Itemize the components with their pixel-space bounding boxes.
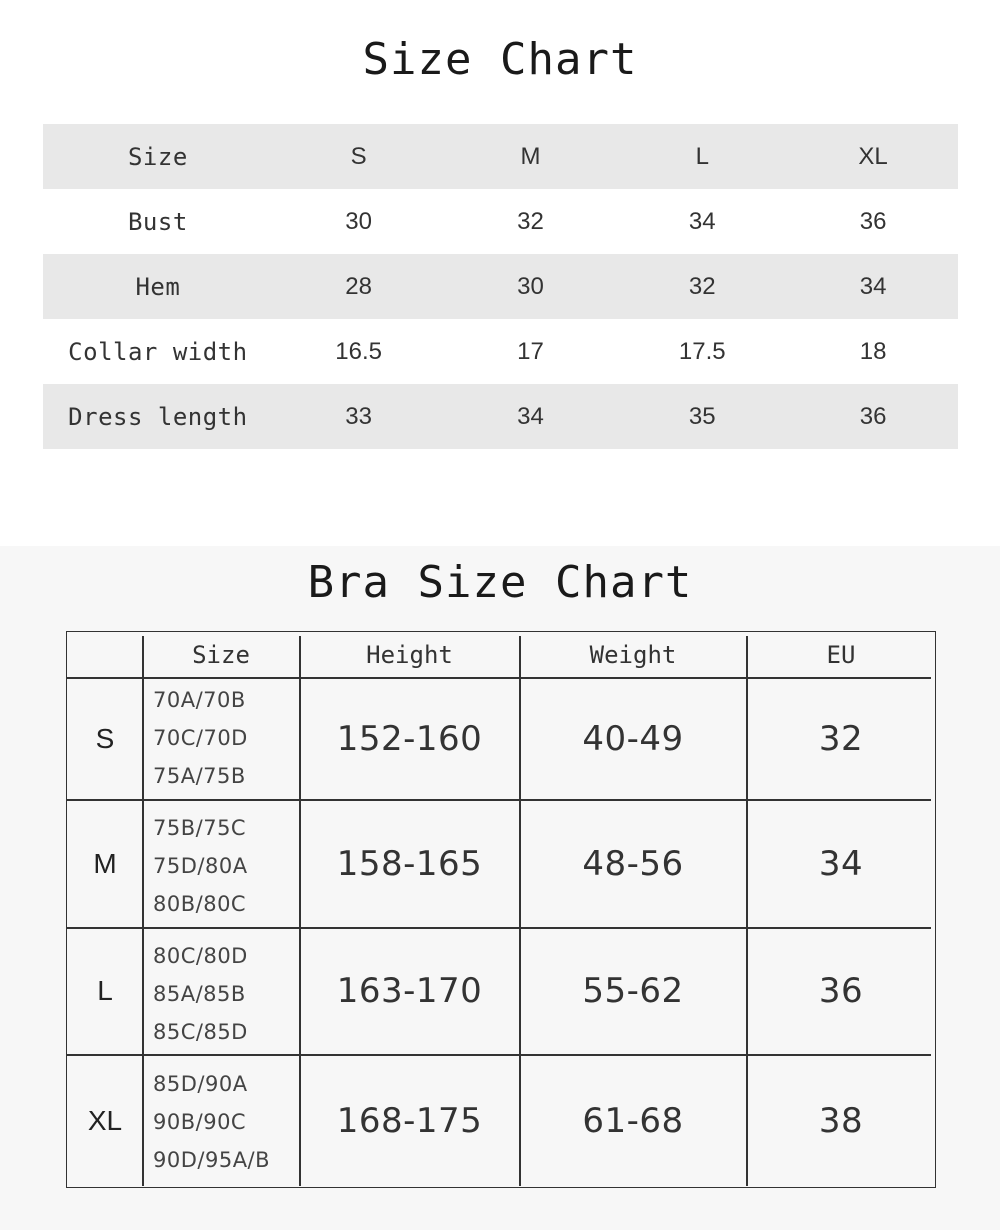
bra-cup-sizes [153,809,303,923]
cup-size: 80C/80D [153,944,248,968]
cup-size: 75B/75C [153,816,247,840]
bra-eu: 36 [818,971,864,1011]
size-chart-header-cell: M [520,142,541,170]
size-chart-row [43,254,958,319]
size-chart-cell: 30 [345,207,372,235]
cup-size: 70C/70D [153,726,248,750]
bra-header-cell: Height [366,641,453,669]
size-chart-cell: 28 [345,272,372,300]
size-chart-row [43,384,958,449]
size-chart-cell: 36 [859,402,887,430]
bra-row-size: XL [87,1104,123,1136]
size-chart-cell: 17.5 [678,337,726,365]
size-chart-row-label: Bust [127,207,188,236]
size-chart-cell: 33 [345,402,372,430]
cup-size: 80B/80C [153,892,247,916]
size-chart-cell: 30 [517,272,544,300]
bra-cup-sizes [153,681,303,795]
bra-height: 152-160 [336,718,483,759]
size-chart-cell: 35 [688,402,716,430]
bra-cup-sizes [153,937,303,1051]
size-chart-cell: 34 [859,272,887,300]
size-chart-row [43,189,958,254]
size-chart-cell: 18 [859,337,887,365]
size-chart-header-row [43,124,958,189]
bra-row-size: L [97,975,113,1006]
bra-size-chart-table [66,631,936,1188]
bra-header-cell: EU [826,641,856,669]
bra-height: 168-175 [336,1100,483,1141]
cup-size: 70A/70B [153,688,246,712]
size-chart-title: Size Chart [362,34,638,85]
bra-row-size: S [95,722,115,754]
cup-size: 85D/90A [153,1072,248,1096]
size-chart-row-label: Dress length [68,402,248,431]
bra-size-chart-title: Bra Size Chart [307,557,693,608]
bra-eu: 32 [818,718,864,759]
bra-weight: 61-68 [582,1100,684,1141]
cup-size: 85C/85D [153,1020,248,1044]
size-chart-header-cell: S [350,142,367,170]
size-chart-row [43,319,958,384]
size-chart-cell: 34 [688,207,716,235]
bra-eu: 34 [818,843,864,884]
bra-weight: 48-56 [582,843,684,884]
bra-row-size: M [93,847,117,879]
bra-header-cell: Size [192,641,250,669]
bra-weight: 40-49 [582,718,684,759]
bra-height: 163-170 [336,971,483,1011]
size-chart-table [43,124,958,449]
bra-weight: 55-62 [582,971,684,1011]
size-chart-cell: 34 [517,402,544,430]
bra-cup-sizes [153,1065,303,1179]
cup-size: 85A/85B [153,982,246,1006]
bra-eu: 38 [818,1100,864,1141]
size-chart-cell: 36 [859,207,887,235]
size-chart-row-label: Hem [135,272,181,301]
size-chart-cell: 32 [688,272,716,300]
size-chart-row-label: Collar width [68,337,248,366]
cup-size: 75D/80A [153,854,248,878]
size-chart-header-cell: XL [858,142,888,170]
size-chart-header-cell: L [695,142,709,170]
size-chart-header-cell: Size [127,142,188,171]
size-chart-cell: 32 [517,207,544,235]
cup-size: 75A/75B [153,764,246,788]
size-chart-cell: 17 [517,337,544,365]
bra-header-cell: Weight [589,641,677,669]
cup-size: 90B/90C [153,1110,247,1134]
size-chart-cell: 16.5 [335,337,383,365]
bra-height: 158-165 [336,843,483,884]
cup-size: 90D/95A/B [153,1148,271,1172]
